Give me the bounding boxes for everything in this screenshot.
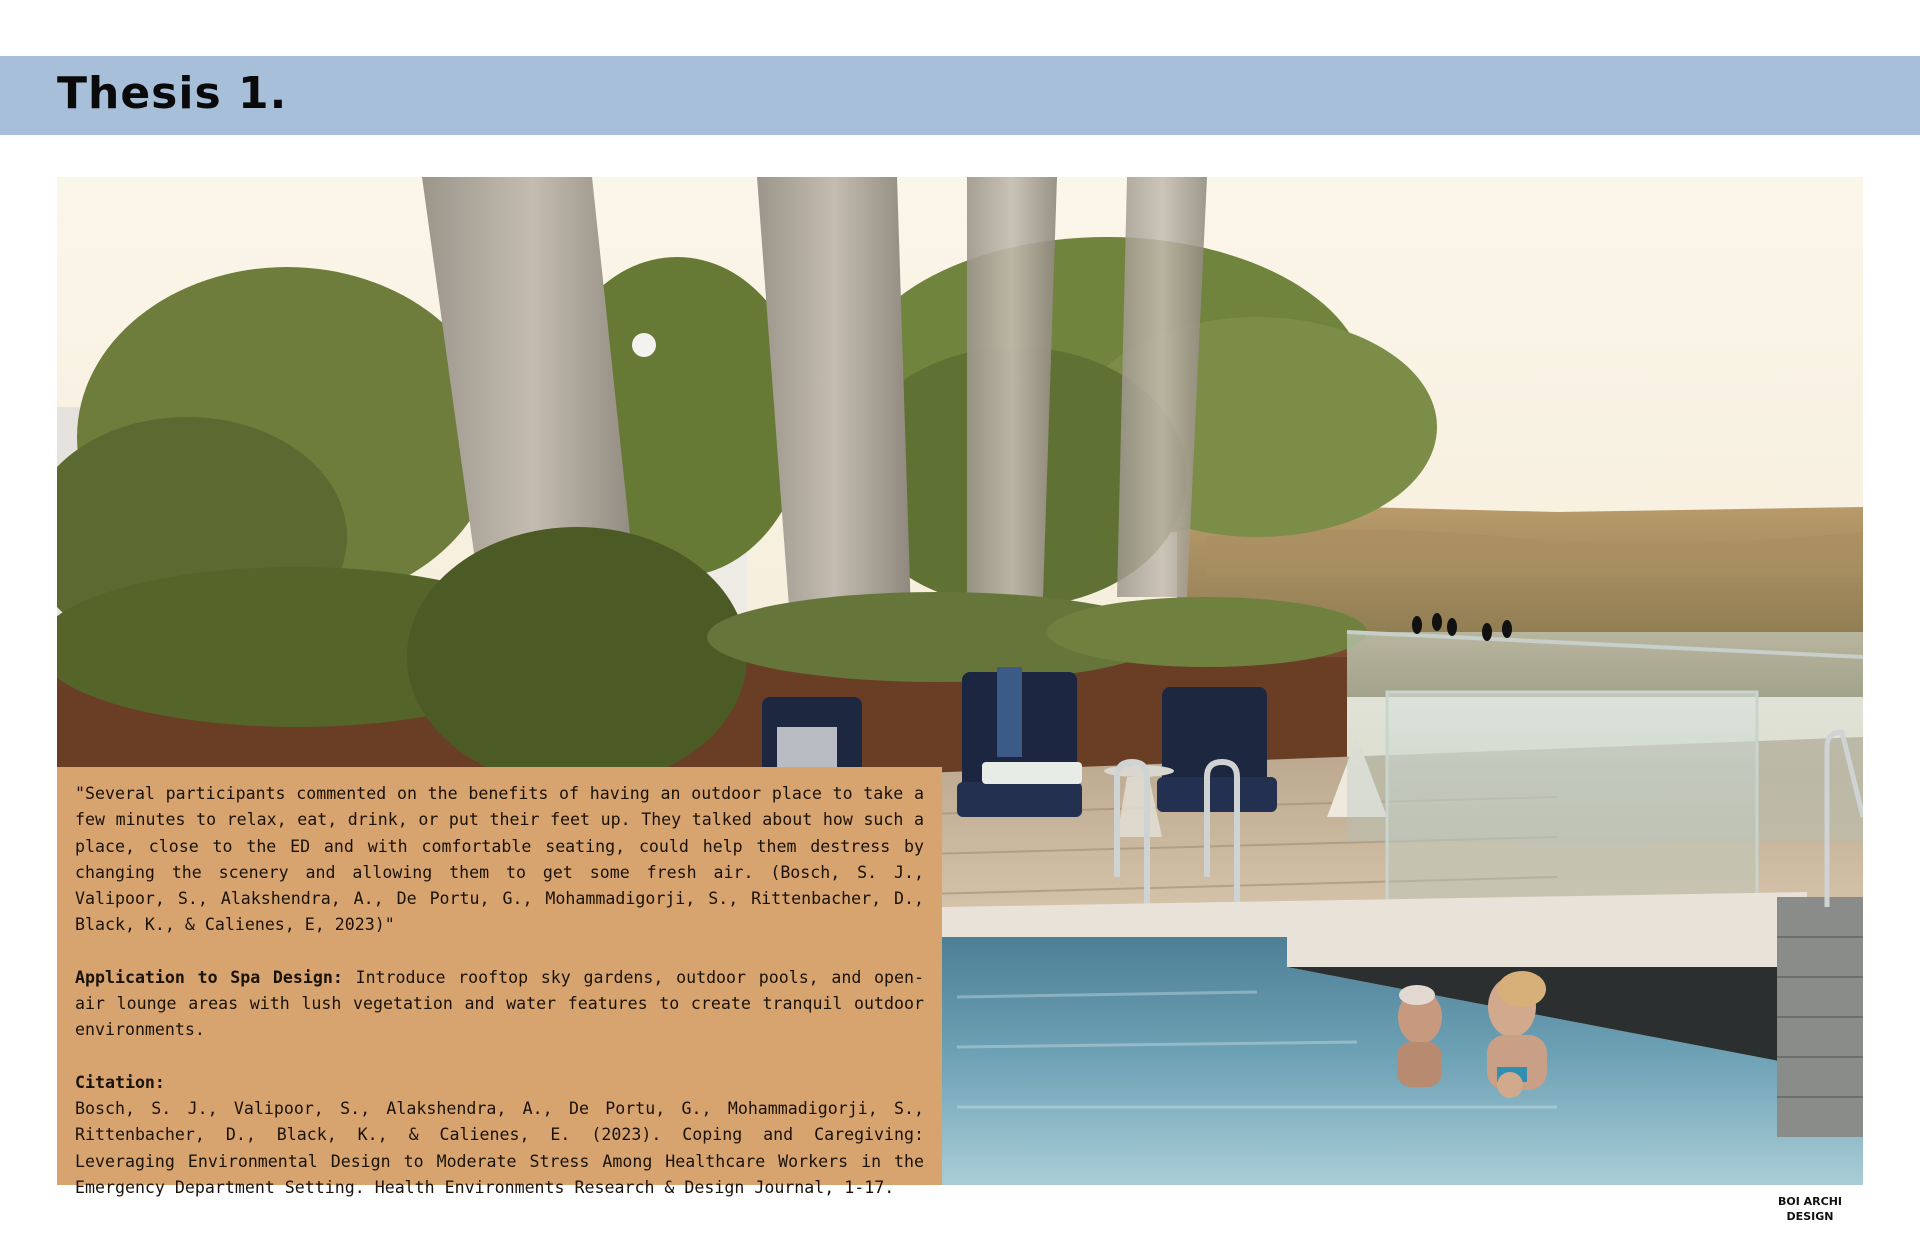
citation-label: Citation: [75,1072,165,1092]
spacer [75,939,924,965]
header-band [0,56,1920,135]
application-paragraph [75,965,924,1044]
thesis-quote: "Several participants commented on the benefits of having an outdoor place to take a few minutes to relax, eat, drink, or put their feet up. They talked about how such a place, close to the ED and with comfortable seating, could help them destress by changing the scenery and allowing them to get some fresh air. (Bosch, S. J., Valipoor, S., Alakshendra, A., De Portu, G., Mohammadigorji, S., Rittenbacher, D., Black, K., & Calienes, E, 2023)" [75,784,924,935]
application-label: Application to Spa Design: [75,967,343,987]
application-text: Introduce rooftop sky gardens, outdoor pools, and open-air lounge areas with lush vegetation and water features to create tranquil outdoor environments. [75,967,924,1040]
citation-label-line [75,1070,924,1096]
thesis-text-panel [57,767,942,1197]
brand-line-2: DESIGN [1786,1210,1834,1223]
brand-footer [1750,1194,1870,1224]
brand-line-1: BOI ARCHI [1777,1195,1842,1208]
citation-text: Bosch, S. J., Valipoor, S., Alakshendra, A., De Portu, G., Mohammadigorji, S., Rittenbacher, D., Black, K., & Calienes, E. (2023). Coping and Caregiving: Leveraging Environmental Design to Moderate Stress Among Healthcare Workers in the Emergency Department Setting. Health Environments Research & Design Journal, 1-17. [75,1098,924,1197]
page-title: Thesis 1. [57,68,288,119]
spacer [75,1044,924,1070]
